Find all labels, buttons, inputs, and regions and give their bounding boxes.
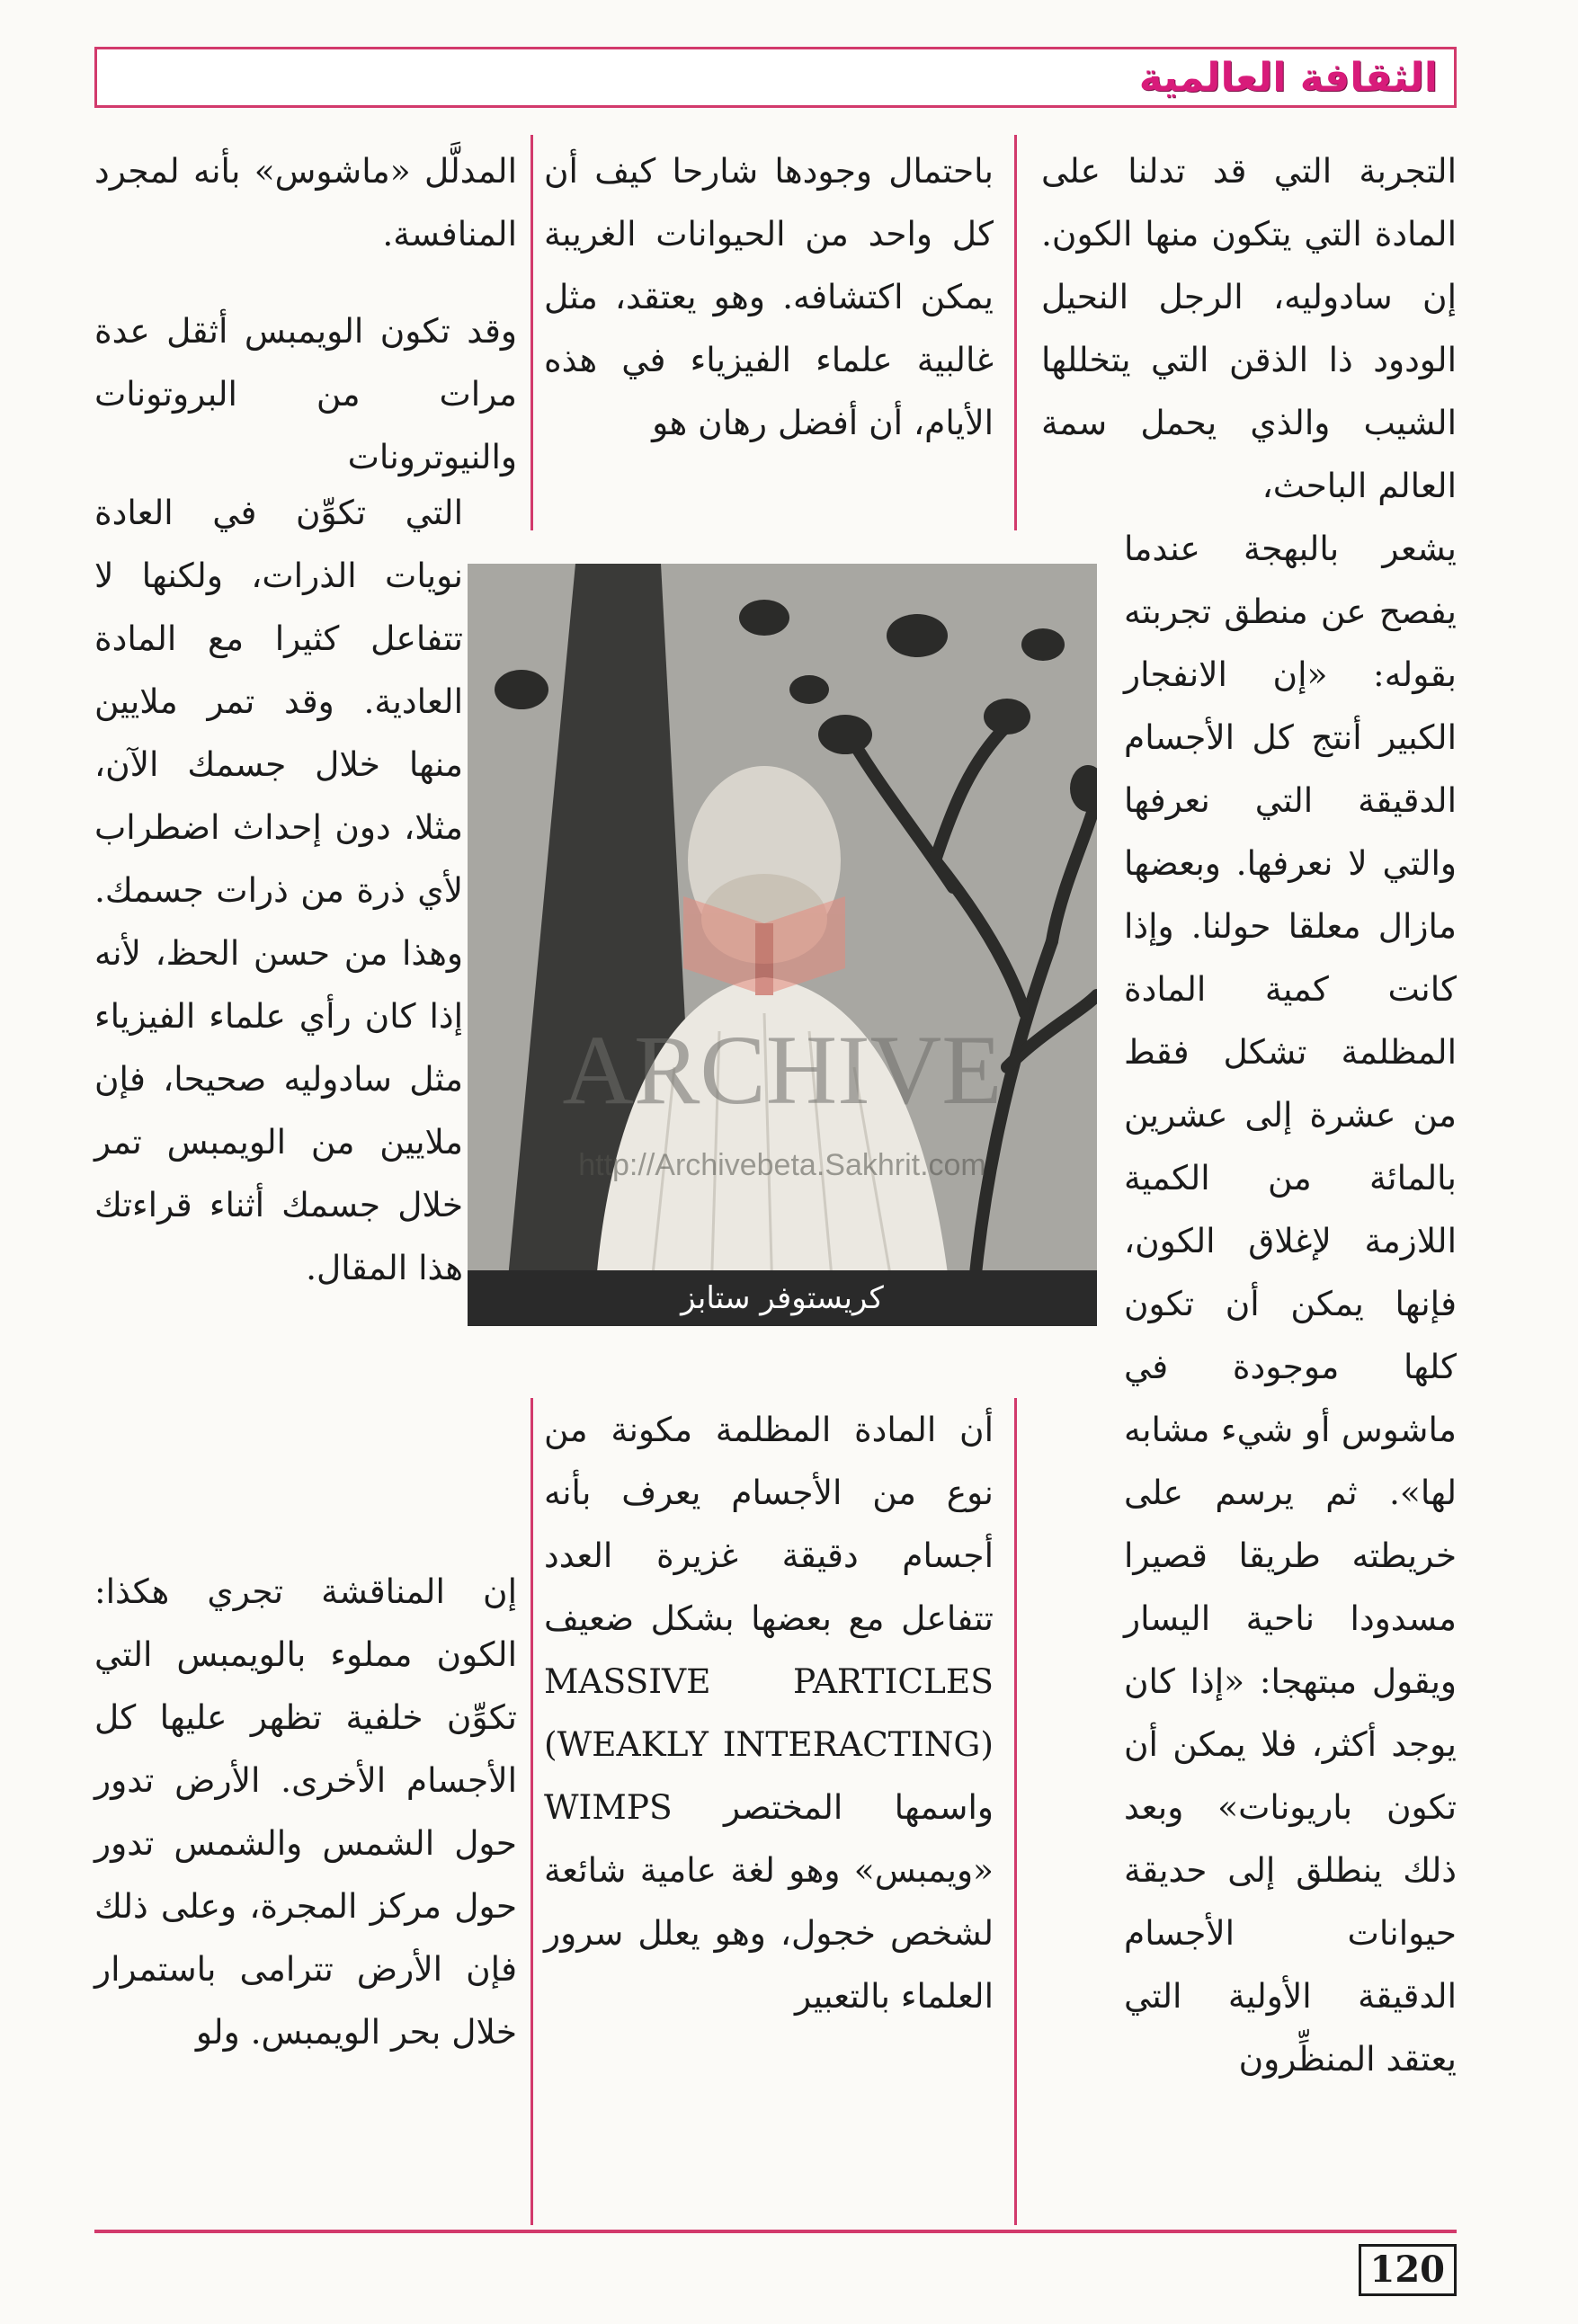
article-column-left-narrow — [94, 481, 463, 1299]
article-paragraph: يشعر بالبهجة عندما يفصح عن منطق تجربته بقوله: «إن الانفجار الكبير أنتج كل الأجسام الدقيقة التي نعرفها والتي لا نعرفها. وبعضها مازال معلقا حولنا. وإذا كانت كمية المادة المظلمة تشكل فقط من عشرة إلى عشرين بالمائة من الكمية اللازمة لإغلاق الكون، فإنها يمكن أن تكون كلها موجودة في ماشوس أو شيء مشابه لها». ثم يرسم على خريطته طريقا قصيرا مسدودا ناحية اليسار ويقول مبتهجا: «إذا كان يوجد أكثر، فلا يمكن أن تكون باريونات» وبعد ذلك ينطلق إلى حديقة حيوانات الأجسام الدقيقة الأولية التي يعتقد المنظِّرون — [1124, 529, 1457, 2079]
watermark-url: http://Archivebeta.Sakhrit.com — [578, 1148, 986, 1182]
footer-rule — [94, 2230, 1457, 2233]
article-column-middle-bottom — [544, 1398, 994, 2225]
photo-caption: كريستوفر ستابز — [468, 1270, 1097, 1326]
column-divider — [1014, 1398, 1017, 2225]
column-divider — [1014, 135, 1017, 530]
column-divider — [530, 135, 533, 530]
magazine-header — [94, 47, 1457, 108]
article-paragraph: المدلَّل «ماشوس» بأنه لمجرد المنافسة. — [94, 151, 517, 254]
article-paragraph: التجربة التي قد تدلنا على المادة التي يتكون منها الكون. إن سادوليه، الرجل النحيل الودود ذا الذقن التي يتخللها الشيب والذي يحمل سمة العالم الباحث، — [1041, 151, 1457, 505]
article-column-right-lower — [1124, 517, 1457, 2090]
column-divider — [530, 1398, 533, 2225]
article-column-left-bottom — [94, 1560, 517, 2063]
watermark-text: ARCHIVE — [562, 1015, 1003, 1125]
article-paragraph: وقد تكون الويمبس أثقل عدة مرات من البروتونات والنيوترونات — [94, 311, 517, 476]
article-paragraph: التي تكوِّن في العادة نويات الذرات، ولكنها لا تتفاعل كثيرا مع المادة العادية. وقد تمر ملايين منها خلال جسمك الآن، مثلا، دون إحداث اضطراب لأي ذرة من ذرات جسمك. وهذا من حسن الحظ، لأنه إذا كان رأي علماء الفيزياء مثل سادوليه صحيحا، فإن ملايين من الويمبس تمر خلال جسمك أثناء قراءتك هذا المقال. — [94, 493, 463, 1287]
article-column-middle-top — [544, 139, 994, 562]
page-number: 120 — [1359, 2244, 1458, 2296]
photo-illustration — [468, 564, 1097, 1326]
article-paragraph: إن المناقشة تجري هكذا: الكون مملوء بالويمبس التي تكوِّن خلفية تظهر عليها كل الأجسام الأخرى. الأرض تدور حول الشمس والشمس تدور حول مركز المجرة، وعلى ذلك فإن الأرض تترامى باستمرار خلال بحر الويمبس. ولو — [94, 1572, 517, 2052]
portrait-photo — [468, 564, 1097, 1326]
magazine-title: الثقافة العالمية — [1138, 55, 1438, 101]
article-paragraph: أن المادة المظلمة مكونة من نوع من الأجسام يعرف بأنه أجسام دقيقة غزيرة العدد تتفاعل مع بعضها بشكل ضعيف MASSIVE PARTICLES (WEAKLY INTERACTING) واسمها المختصر WIMPS «ويمبس» وهو لغة عامية شائعة لشخص خجول، وهو يعلل سرور العلماء بالتعبير — [544, 1410, 994, 2016]
article-paragraph: باحتمال وجودها شارحا كيف أن كل واحد من الحيوانات الغريبة يمكن اكتشافه. وهو يعتقد، مثل غالبية علماء الفيزياء في هذه الأيام، أن أفضل رهان هو — [544, 151, 994, 442]
